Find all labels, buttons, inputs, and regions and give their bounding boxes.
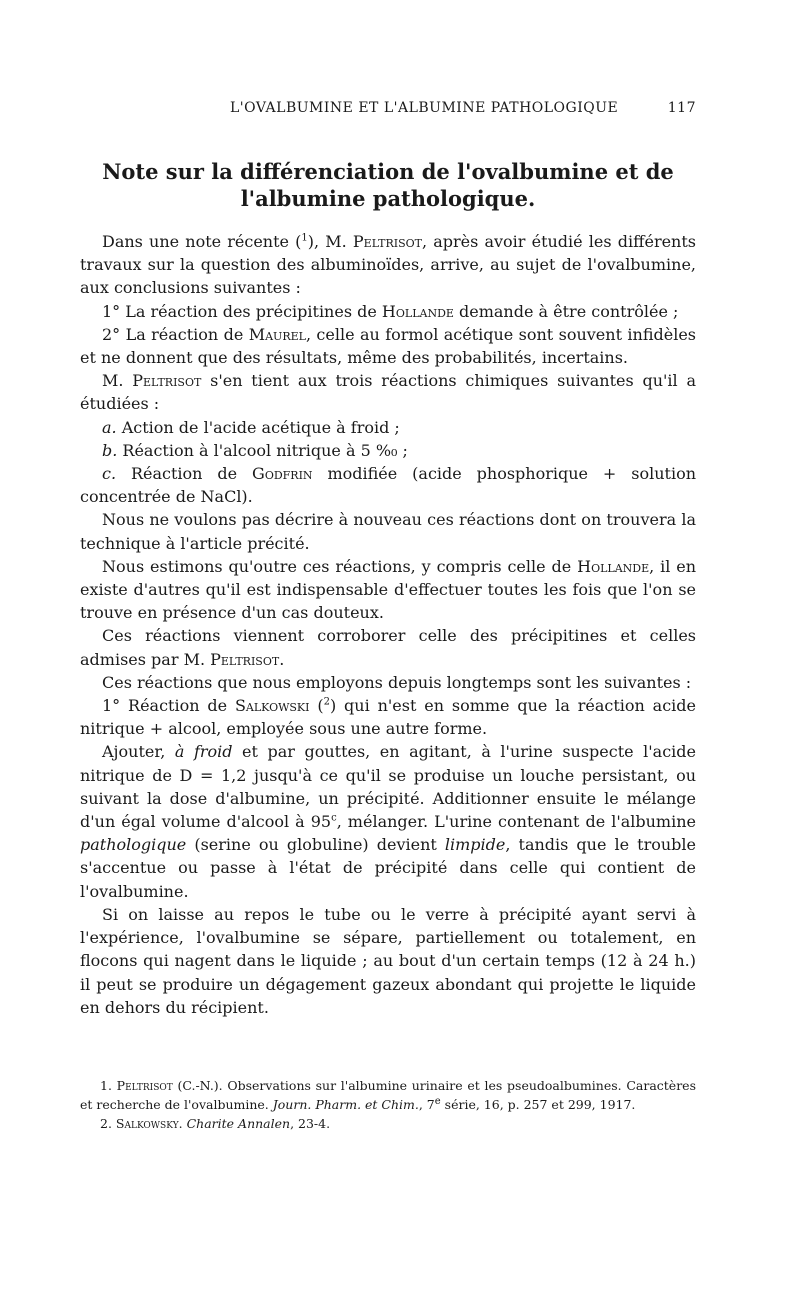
author-name: Salkowski <box>234 696 310 716</box>
author-name: Hollande <box>381 301 454 321</box>
reaction-item-a: a. Action de l'acide acétique à froid ; <box>102 417 400 437</box>
conclusion-1: 1° La réaction des précipitines de Hollande demande à être contrôlée ; <box>102 301 679 321</box>
paragraph-11: Si on laisse au repos le tube ou le verre à précipité ayant servi à l'expérience, l'ovalbumine se sépare, partiellement ou totalement, en flocons qui nagent dans le liquide ; au bout d'un certain temps (12 à 24 h.) il peut se produire un dégagement gazeux abondant qui projette le liquide en dehors du récipient. <box>80 904 696 1017</box>
article-body <box>80 230 696 1019</box>
author-name: Hollande <box>577 556 650 576</box>
footnote-1: 1. Peltrisot (C.-N.). Observations sur l'albumine urinaire et les pseudoalbumines. Caractères et recherche de l'ovalbumine. Journ. Pharm. et Chim., 7e série, 16, p. 257 et 299, 1917. <box>80 1078 696 1112</box>
paragraph-8: Ces réactions que nous employons depuis longtemps sont les suivantes : <box>102 672 692 692</box>
author-name: Peltrisot <box>352 232 422 251</box>
footnote-ref-1: 1 <box>301 232 308 244</box>
article-title <box>80 158 696 212</box>
running-title: L'OVALBUMINE ET L'ALBUMINE PATHOLOGIQUE <box>230 100 619 116</box>
footnote-2: 2. Salkowsky. Charite Annalen, 23-4. <box>100 1116 331 1131</box>
reaction-item-c: c. Réaction de Godfrin modifiée (acide phosphorique + solution concentrée de NaCl). <box>80 464 697 507</box>
paragraph-reactions-intro: M. Peltrisot s'en tient aux trois réactions chimiques suivantes qu'il a étudiées : <box>80 371 696 414</box>
title-line-1: Note sur la différenciation de l'ovalbumine et de <box>102 159 674 184</box>
paragraph-intro: Dans une note récente ($^1$), M. Peltrisot, après avoir étudié les différents travaux sur la question des albuminoïdes, arrive, au sujet de l'ovalbumine, aux conclusions suivantes : <box>80 232 697 298</box>
paragraph-9: 1° Réaction de Salkowski ($^2$) qui n'est en somme que la réaction acide nitrique + alcool, employée sous une autre forme. <box>80 696 696 739</box>
author-name: Peltrisot <box>210 649 280 669</box>
paragraph-5: Nous ne voulons pas décrire à nouveau ces réactions dont on trouvera la technique à l'article précité. <box>80 510 696 553</box>
footnote-ref-2: 2 <box>323 696 330 708</box>
reaction-item-b: b. Réaction à l'alcool nitrique à 5 %₀ ; <box>102 440 408 460</box>
paragraph-10: Ajouter, à froid et par gouttes, en agitant, à l'urine suspecte l'acide nitrique de D = 1,2 jusqu'à ce qu'il se produise un louche persistant, ou suivant la dose d'albumine, un précipité. Additionner ensuite le mélange d'un égal volume d'alcool à 95$^c$, mélanger. L'urine contenant de l'albumine pathologique (serine ou globuline) devient limpide, tandis que le trouble s'accentue ou passe à l'état de précipité dans celle qui contient de l'ovalbumine. <box>80 742 697 901</box>
paragraph-6: Nous estimons qu'outre ces réactions, y compris celle de Hollande, il en existe d'autres qu'il est indispensable d'effectuer toutes les fois que l'on se trouve en présence d'un cas douteux. <box>80 556 696 623</box>
title-line-2: l'albumine pathologique. <box>240 186 536 211</box>
footnotes <box>80 1076 696 1133</box>
page-header <box>80 100 696 124</box>
author-name: Peltrisot <box>116 1078 173 1093</box>
author-name: Peltrisot <box>132 371 202 391</box>
conclusion-2: 2° La réaction de Maurel, celle au formol acétique sont souvent infidèles et ne donnent que des résultats, même des probabilités, incertains. <box>80 324 697 368</box>
author-name: Maurel <box>248 324 306 344</box>
author-name: Salkowsky <box>115 1116 179 1131</box>
paragraph-7: Ces réactions viennent corroborer celle des précipitines et celles admises par M. Peltrisot. <box>80 626 696 669</box>
page-number: 117 <box>667 100 696 116</box>
author-name: Godfrin <box>252 464 313 484</box>
